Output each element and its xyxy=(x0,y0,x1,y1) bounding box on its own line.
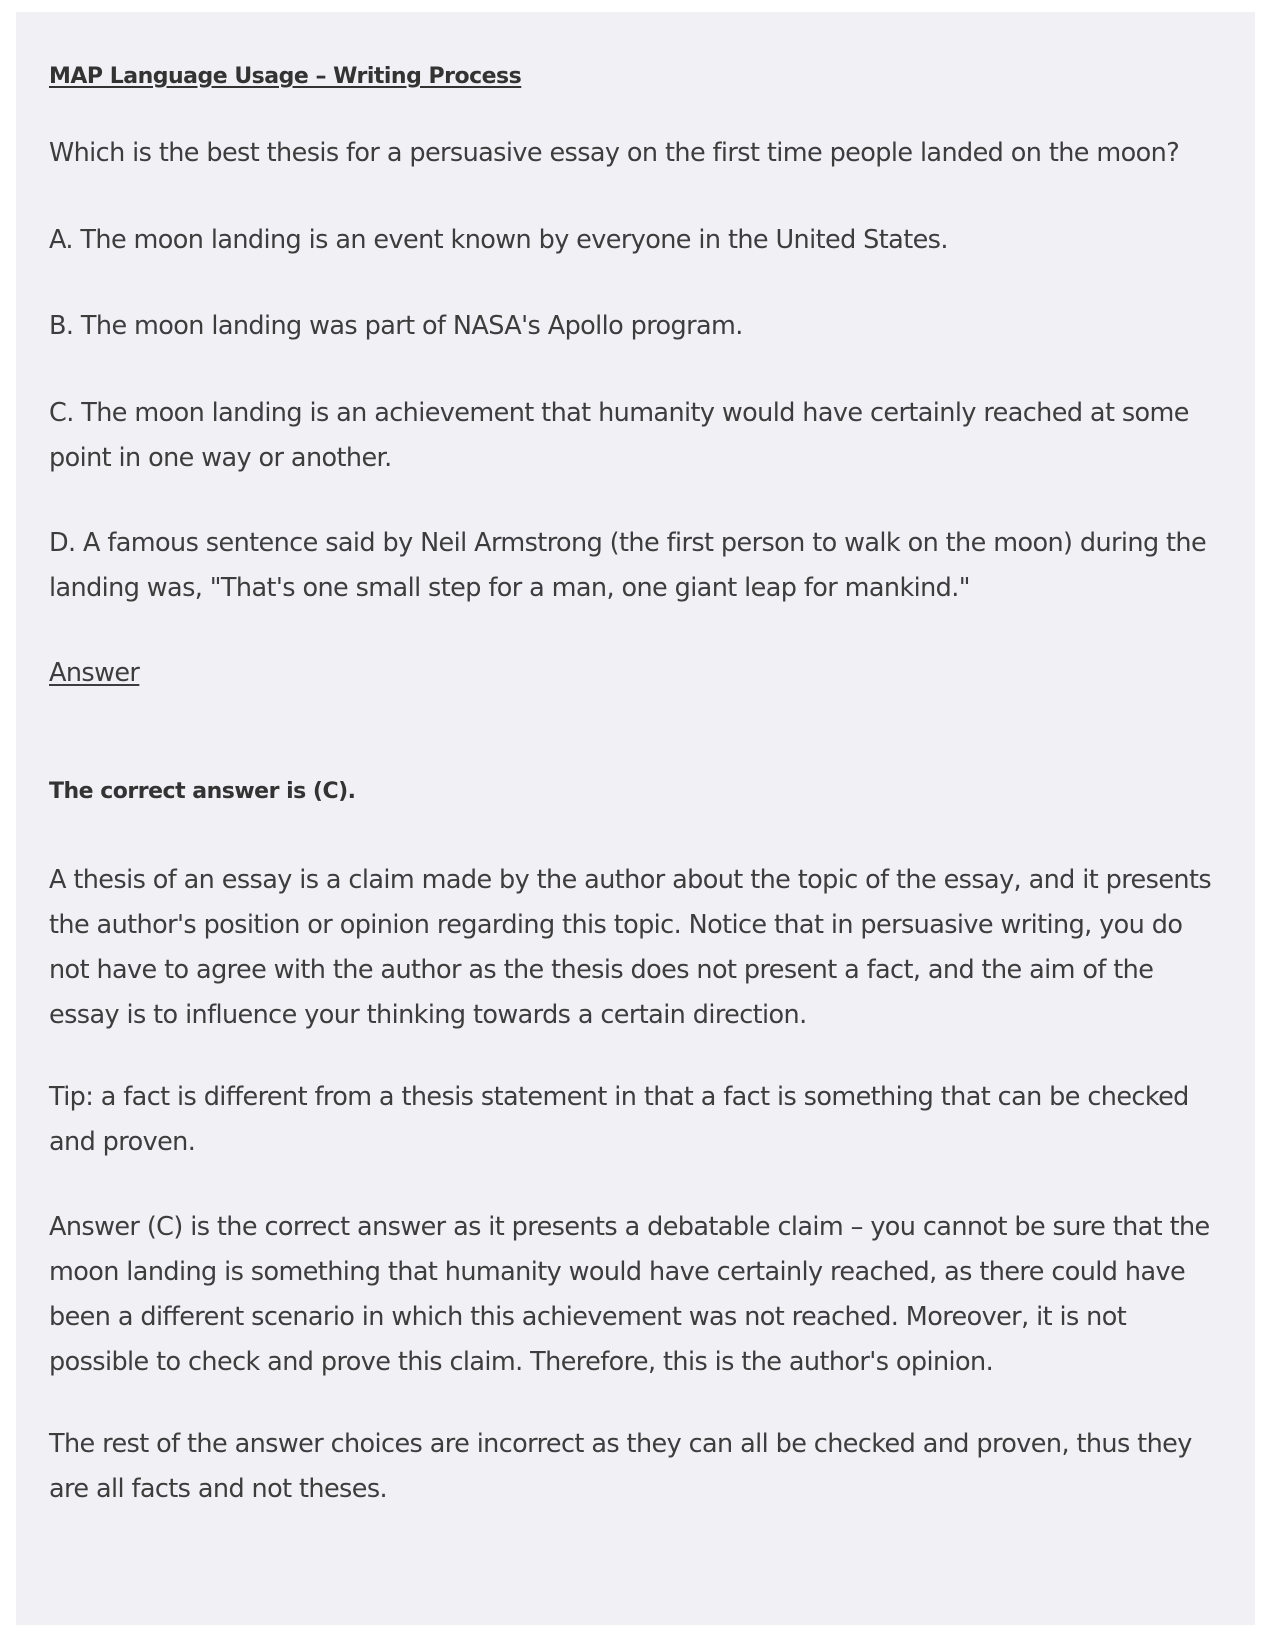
option-d: D. A famous sentence said by Neil Armstrong (the first person to walk on the moon) during the landing was, "That's one small step for a man, one giant leap for mankind." xyxy=(49,528,1207,603)
explanation-answer-c: Answer (C) is the correct answer as it presents a debatable claim – you cannot be sure that the moon landing is something that humanity would have certainly reached, as there could have been a different scenario in which this achievement was not reached. Moreover, it is not possible to check and prove this claim. Therefore, this is the author's opinion. xyxy=(49,1212,1210,1377)
answer-toggle[interactable] xyxy=(49,651,1221,696)
question-card xyxy=(16,12,1255,1625)
explanation-rest: The rest of the answer choices are incorrect as they can all be checked and proven, thus they are all facts and not theses. xyxy=(49,1429,1192,1504)
correct-answer: The correct answer is (C). xyxy=(49,779,356,804)
explanation-thesis: A thesis of an essay is a claim made by the author about the topic of the essay, and it presents the author's position or opinion regarding this topic. Notice that in persuasive writing, you do not have to agree with the author as the thesis does not present a fact, and the aim of the essay is to influence your thinking towards a certain direction. xyxy=(49,865,1212,1030)
option-a: A. The moon landing is an event known by everyone in the United States. xyxy=(49,225,948,255)
section-heading[interactable]: MAP Language Usage – Writing Process xyxy=(49,64,522,89)
explanation-tip: Tip: a fact is different from a thesis statement in that a fact is something that can be checked and proven. xyxy=(49,1082,1189,1157)
option-b: B. The moon landing was part of NASA's Apollo program. xyxy=(49,311,743,341)
option-c: C. The moon landing is an achievement that humanity would have certainly reached at some point in one way or another. xyxy=(49,398,1189,473)
answer-link[interactable]: Answer xyxy=(49,658,140,688)
question-text: Which is the best thesis for a persuasive essay on the first time people landed on the moon? xyxy=(49,138,1180,168)
